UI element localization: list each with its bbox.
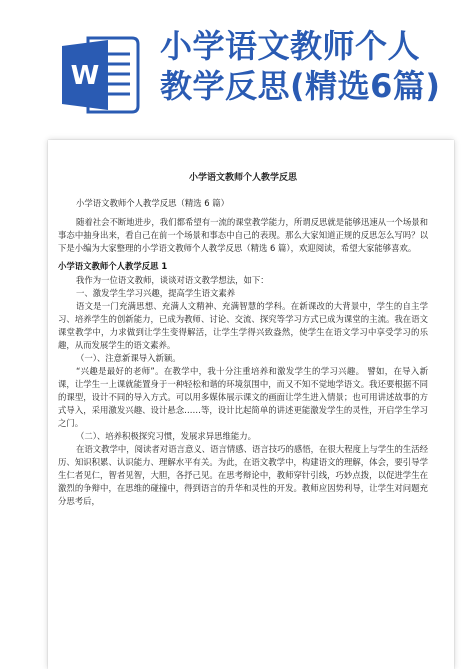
- document-body: [58, 170, 428, 508]
- banner-title-line-2: 教学反思(精选6篇): [160, 67, 441, 105]
- document-subtitle: 小学语文教师个人教学反思（精选 6 篇）: [76, 198, 230, 208]
- section-paragraph: 在语文教学中，阅读者对语言意义、语言情感、语言技巧的感悟，在很大程度上与学生的生活经历、知识积累、认识能力、理解水平有关。为此，在语文教学中，构建语文的理解，体会，要引导学生仁者见仁，智者见智，大胆，各抒己见。在思考辩论中，教师穿针引线，巧妙点拨，以促进学生在激烈的争辩中，在思维的碰撞中，得到语言的升华和灵性的开发。教师应因势利导，让学生对问题充分思考后，: [58, 444, 428, 506]
- intro-paragraph: 随着社会不断地进步，我们都希望有一流的课堂教学能力，所谓反思就是能够迅速从一个场景和事态中抽身出来，看自己在前一个场景和事态中自己的表现。那么大家知道正规的反思怎么写吗？以下是小编为大家整理的小学语文教师个人教学反思（精选 6 篇），欢迎阅读，希望大家能够喜欢。: [58, 217, 428, 253]
- document-title: 小学语文教师个人教学反思: [188, 173, 297, 183]
- word-document-icon: [58, 32, 144, 118]
- section-paragraph: 语文是一门充满思想、充满人文精神、充满智慧的学科。在新课改的大背景中，学生的自主学习、培养学生的创新能力，已成为教师、讨论、交流、探究等学习方式已成为课堂的主流。我在语文课堂教学中，力求做到让学生变得解活，让学生学得兴致盎然，使学生在语文学习中享受学习的乐趣，从而发展学生的语文素养。: [58, 301, 428, 350]
- section-paragraph: 一、激发学生学习兴趣，提高学生语文素养: [76, 288, 236, 298]
- word-logo-letter: W: [70, 61, 100, 91]
- section-paragraph: 我作为一位语文教师，谈谈对语文教学想法，如下：: [76, 275, 269, 285]
- section-paragraph: “兴趣是最好的老师”。在教学中，我十分注重培养和激发学生的学习兴趣。 譬如，在导入新课，让学生一上课就能置身于一种轻松和谐的环境氛围中，而又不知不觉地学语文。我还要根据不同的课型，设计不同的导入方式。可以用多媒体展示课文的画面让学生进入情景；也可用讲述故事的方式导入，采用激发兴趣、设计悬念……等，设计比起简单的讲述更能激发学生的灵性，开启学生学习之门。: [58, 366, 428, 428]
- section-paragraph: （一）、注意新课导入新颖。: [76, 353, 181, 363]
- banner-title-line-1: 小学语文教师个人: [160, 27, 421, 65]
- section-heading: 小学语文教师个人教学反思 1: [58, 261, 168, 271]
- banner-title: [160, 26, 460, 106]
- section-paragraph: （二）、培养积极探究习惯，发展求异思维能力。: [76, 431, 257, 441]
- banner: [0, 0, 474, 150]
